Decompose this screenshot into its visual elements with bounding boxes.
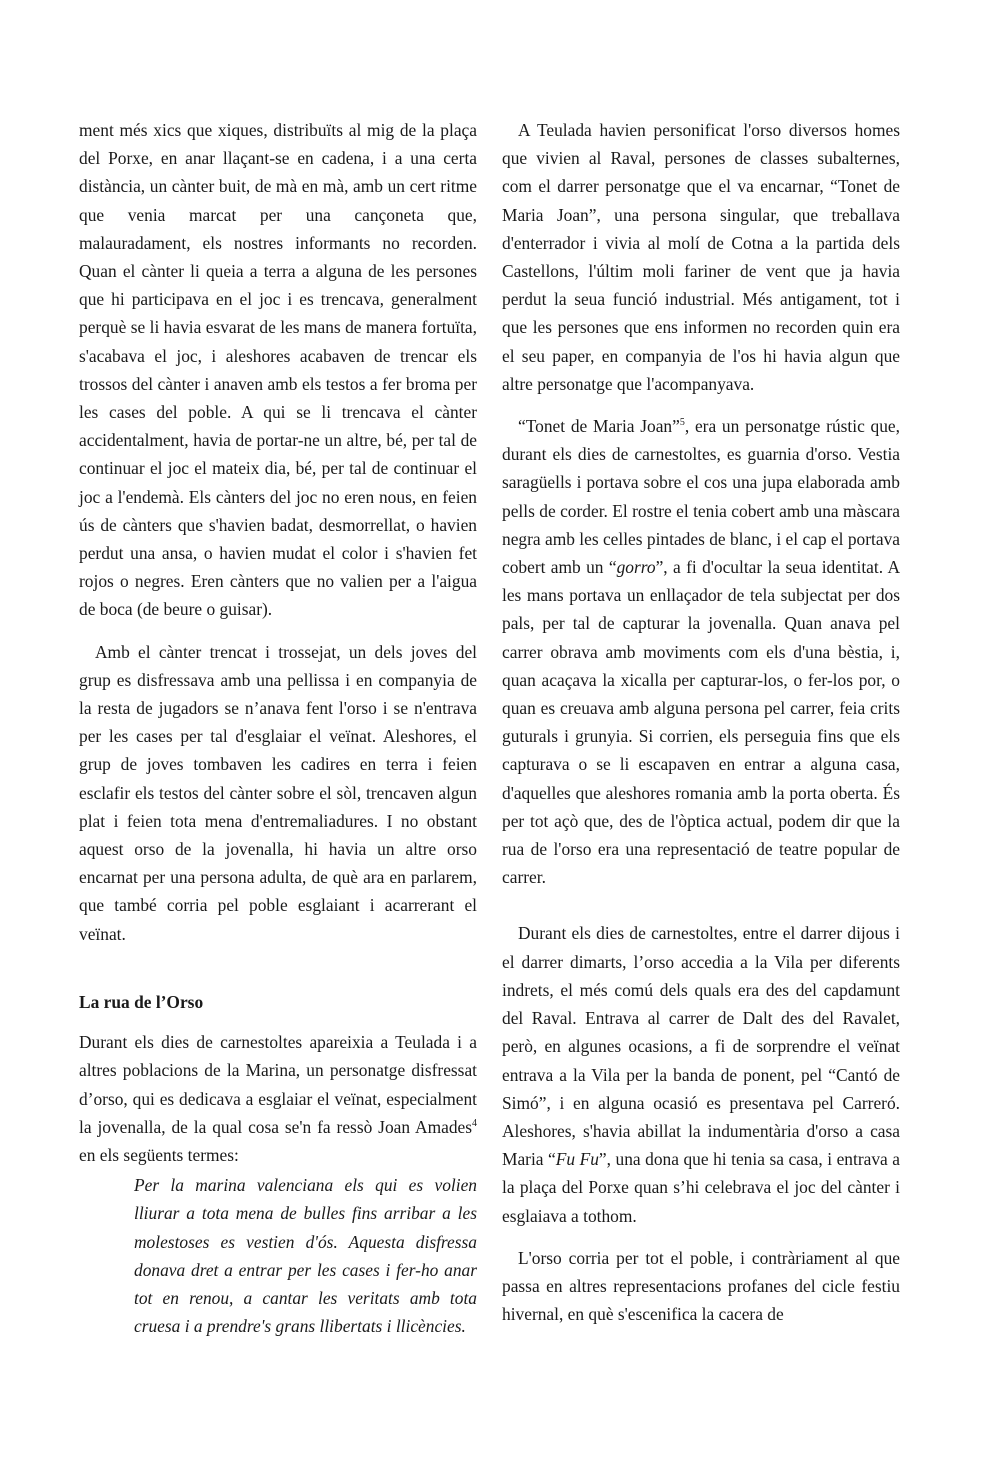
paragraph-text: “Tonet de Maria Joan” — [518, 416, 680, 437]
paragraph — [79, 1028, 477, 1169]
paragraph-text: ”, a fi d'ocultar la seua identitat. A les mans portava un enllaçador de tela subjectat per dos pals, per tal de capturar la jovenalla. Quan anava pel carrer obrava amb moviments com els d'una bèstia, i, quan acaçava la xicalla per capturar-los, o fer-los por, o quan es creuava amb alguna persona pel carrer, feia crits guturals i grunyia. Si corrien, els perseguia fins que els capturava o se li escapaven en entrar a alguna casa, d'aquelles que aleshores romania amb la porta oberta. És per tot açò que, des de l'òptica actual, podem dir que la rua de l'orso era una representació de teatre popular de carrer. — [502, 557, 901, 888]
italic-term: gorro — [616, 557, 656, 578]
paragraph — [502, 412, 900, 891]
paragraph-text: ”, una dona que hi tenia sa casa, i entrava a la plaça del Porxe quan s’hi celebrava el joc del cànter i esglaiava a tothom. — [502, 1149, 900, 1226]
footnote-marker: 4 — [472, 1117, 477, 1129]
paragraph-text: en els següents termes: — [79, 1144, 239, 1165]
footnote-marker: 5 — [679, 417, 685, 429]
paragraph: Amb el cànter trencat i trossejat, un dels joves del grup es disfressava amb una pellissa i en companyia de la resta de jugadors se n’anava fent l'orso i se n'entrava per les cases per tal d'esglaiar el veïnat. Aleshores, el grup de joves tombaven les cadires en terra i feien esclafir els testos del cànter sobre el sòl, trencaven algun plat i feien tota mena d'entremaliadures. I no obstant aquest orso de la jovenalla, hi havia un altre orso encarnat per una persona adulta, de què ara en parlarem, que també corria pel poble esglaiant i acarrerant el veïnat. — [79, 641, 477, 944]
section-heading: La rua de l’Orso — [79, 991, 204, 1012]
paragraph-text: Durant els dies de carnestoltes apareixia a Teulada i a altres poblacions de la Marina, un personatge disfressat d’orso, qui es dedicava a esglaiar el veïnat, especialment la jovenalla, de la qual cosa se'n fa ressò Joan Amades — [79, 1032, 477, 1137]
paragraph-text: , era un personatge rústic que, durant els dies de carnestoltes, es guarnia d'orso. Vestia saragüells i portava sobre el cos una jupa elaborada amb pells de corder. El rostre el tenia cobert amb una màscara negra amb les celles pintades de blanc, i el cap el portava cobert amb un “ — [502, 416, 900, 578]
right-column — [502, 116, 900, 1328]
italic-term: Fu Fu — [555, 1149, 599, 1170]
block-quote: Per la marina valenciana els qui es volien lliurar a tota mena de bulles fins arribar a les molestoses es vestien d'ós. Aquesta disfressa donava dret a entrar per les cases i fer-ho anar tot en renou, a cantar les veritats amb tota cruesa i a prendre's grans llibertats i llicències. — [134, 1175, 477, 1337]
left-column — [79, 116, 477, 1340]
paragraph: ment més xics que xiques, distribuïts al mig de la plaça del Porxe, en anar llaçant-se en cadena, i a una certa distància, un cànter buit, de mà en mà, amb un cert ritme que venia marcat per una cançoneta que, malauradament, els nostres informants no recorden. Quan el cànter li queia a terra a alguna de les persones que hi participava en el joc i es trencava, generalment perquè se li havia esvarat de les mans de manera fortuïta, s'acabava el joc, i aleshores acabaven de trencar els trossos del cànter i anaven amb els testos a fer broma per les cases del poble. A qui se li trencava el cànter accidentalment, havia de portar-ne un altre, bé, per tal de continuar el joc el mateix dia, bé, per tal de continuar el joc a l'endemà. Els cànters del joc no eren nous, en feien ús de cànters que s'havien badat, desmorrellat, o havien perdut una ansa, o havien mudat el color i s'havien fet rojos o negres. Eren cànters que no valien per a l'aigua de boca (de beure o guisar). — [79, 120, 477, 620]
paragraph: L'orso corria per tot el poble, i contràriament al que passa en altres representacions profanes del cicle festiu hivernal, en què s'escenifica la cacera de — [502, 1247, 900, 1325]
paragraph — [502, 919, 900, 1229]
paragraph-text: Durant els dies de carnestoltes, entre el darrer dijous i el darrer dimarts, l’orso accedia a la Vila per diferents indrets, el més comú dels quals era des del capdamunt del Raval. Entrava al carrer de Dalt des del Ravalet, però, en algunes ocasions, a fi de sorprendre el veïnat entrava a la Vila per la banda de ponent, pel “Cantó de Simó”, i en alguna ocasió es presentava pel Carreró. Aleshores, s'havia abillat la indumentària d'orso a casa Maria “ — [502, 923, 900, 1170]
paragraph: A Teulada havien personificat l'orso diversos homes que vivien al Raval, persones de classes subalternes, com el darrer personatge que el va encarnar, “Tonet de Maria Joan”, una persona singular, que treballava d'enterrador i vivia al molí de Cotna a la partida dels Castellons, l'últim moli fariner de vent que ja havia perdut la seua funció industrial. Més antigament, tot i que les persones que ens informen no recorden quin era el seu paper, en companyia de l'os hi havia algun que altre personatge que l'acompanyava. — [502, 120, 900, 394]
